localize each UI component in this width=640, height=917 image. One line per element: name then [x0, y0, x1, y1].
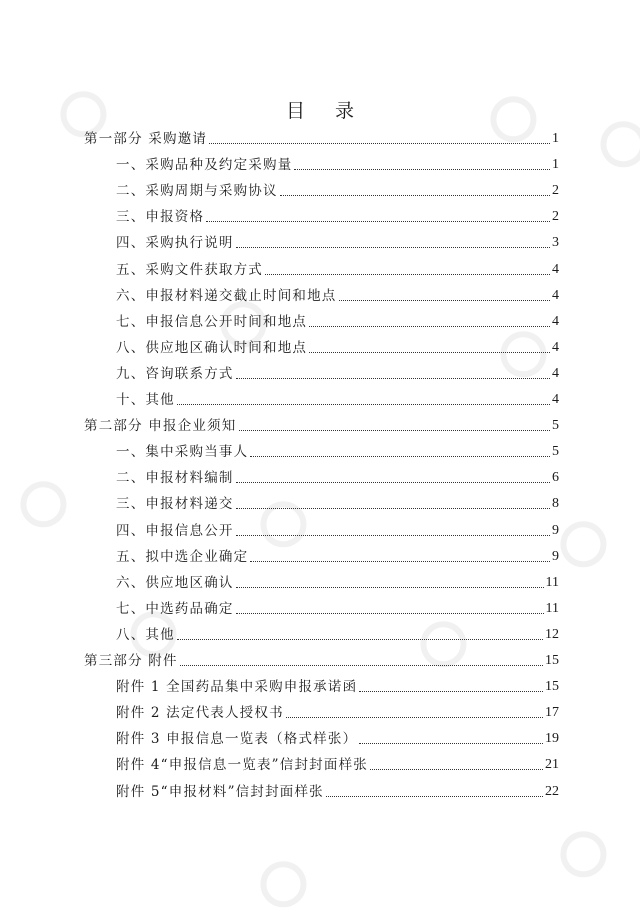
watermark-logo — [551, 509, 619, 576]
toc-entry[interactable] — [116, 285, 559, 305]
toc-page-number: 12 — [545, 626, 559, 642]
toc-entry-label: 五、采购文件获取方式 — [116, 261, 263, 278]
toc-entry-label: 第一部分 采购邀请 — [84, 131, 208, 147]
toc-entry[interactable] — [84, 650, 559, 670]
toc-entry-label: 第三部分 附件 — [84, 653, 178, 669]
toc-page-number: 15 — [545, 679, 559, 695]
toc-entry-label: 六、供应地区确认 — [116, 574, 234, 591]
toc-page-number: 11 — [545, 600, 559, 616]
toc-entry[interactable] — [116, 702, 559, 722]
toc-entry-label: 八、供应地区确认时间和地点 — [116, 339, 308, 356]
toc-entry[interactable] — [116, 180, 559, 200]
toc-page-number: 15 — [545, 653, 559, 668]
toc-page-number: 1 — [552, 157, 559, 173]
toc-page-number: 3 — [552, 235, 559, 251]
toc-entry-label: 一、采购品种及约定采购量 — [116, 157, 293, 174]
toc-dot-leader — [236, 378, 550, 379]
toc-entry[interactable] — [116, 728, 559, 748]
toc-entry-label: 第二部分 申报企业须知 — [84, 418, 237, 435]
toc-entry[interactable] — [116, 206, 559, 226]
toc-dot-leader — [339, 300, 551, 301]
toc-entry[interactable] — [116, 337, 559, 357]
toc-entry-label: 四、采购执行说明 — [116, 235, 234, 252]
watermark-logo — [551, 819, 619, 886]
toc-page-number: 19 — [545, 731, 559, 747]
toc-entry-label: 四、申报信息公开 — [116, 522, 234, 539]
toc-page-number: 21 — [545, 757, 559, 773]
toc-page-number: 4 — [552, 392, 559, 407]
toc-entry-label: 附件 5“申报材料”信封封面样张 — [116, 783, 324, 800]
toc-entry-label: 三、申报资格 — [116, 209, 205, 226]
toc-entry[interactable] — [116, 154, 559, 174]
toc-page-number: 9 — [552, 522, 559, 538]
toc-page-number: 6 — [552, 470, 559, 486]
toc-entry-label: 九、咨询联系方式 — [116, 365, 234, 382]
toc-dot-leader — [294, 169, 550, 170]
toc-dot-leader — [286, 717, 543, 718]
toc-entry[interactable] — [116, 441, 559, 461]
toc-dot-leader — [359, 691, 543, 692]
toc-entry-label: 二、申报材料编制 — [116, 470, 234, 487]
toc-dot-leader — [239, 430, 551, 431]
toc-dot-leader — [236, 482, 550, 483]
toc-entry[interactable] — [116, 676, 559, 696]
toc-dot-leader — [236, 535, 550, 536]
toc-entry-label: 附件 3 申报信息一览表（格式样张） — [116, 731, 358, 748]
toc-page-number: 2 — [552, 209, 559, 225]
toc-page-number: 11 — [545, 574, 559, 590]
toc-entry-label: 五、拟中选企业确定 — [116, 548, 249, 565]
toc-entry-label: 十、其他 — [116, 392, 175, 408]
toc-dot-leader — [177, 639, 543, 640]
toc-entry[interactable] — [116, 754, 559, 774]
toc-entry-label: 七、申报信息公开时间和地点 — [116, 313, 308, 330]
toc-entry[interactable] — [116, 572, 559, 592]
toc-page-number: 17 — [545, 705, 559, 721]
toc-dot-leader — [236, 247, 550, 248]
toc-entry[interactable] — [116, 598, 559, 618]
toc-entry-label: 附件 1 全国药品集中采购申报承诺函 — [116, 679, 358, 696]
toc-page-number: 4 — [552, 287, 559, 303]
toc-entry[interactable] — [84, 415, 559, 435]
toc-entry-label: 八、其他 — [116, 626, 175, 643]
toc-page-number: 4 — [552, 261, 559, 277]
toc-page-number: 2 — [552, 183, 559, 199]
toc-entry-label: 附件 4“申报信息一览表”信封封面样张 — [116, 757, 368, 774]
toc-entry-label: 六、申报材料递交截止时间和地点 — [116, 287, 337, 304]
toc-page-number: 4 — [552, 365, 559, 381]
toc-page-number: 22 — [545, 783, 559, 799]
toc-dot-leader — [180, 665, 543, 666]
toc-page-number: 4 — [552, 313, 559, 329]
toc-dot-leader — [250, 456, 550, 457]
toc-page-number: 5 — [552, 418, 559, 434]
toc-entry[interactable] — [84, 128, 559, 148]
watermark-logo — [251, 849, 319, 916]
toc-dot-leader — [206, 221, 550, 222]
toc-page-number: 5 — [552, 444, 559, 460]
toc-entry[interactable] — [116, 624, 559, 644]
toc-page-number: 8 — [552, 496, 559, 512]
toc-dot-leader — [265, 274, 550, 275]
toc-entry[interactable] — [116, 232, 559, 252]
page-title: 目 录 — [285, 100, 367, 122]
toc-entry[interactable] — [116, 259, 559, 279]
toc-entry[interactable] — [116, 363, 559, 383]
toc-entry-label: 附件 2 法定代表人授权书 — [116, 705, 284, 722]
toc-dot-leader — [326, 796, 543, 797]
toc-page-number: 9 — [552, 548, 559, 564]
toc-entry[interactable] — [116, 311, 559, 331]
toc-dot-leader — [309, 352, 550, 353]
toc-entry[interactable] — [116, 520, 559, 540]
toc-dot-leader — [280, 195, 550, 196]
toc-entry[interactable] — [116, 781, 559, 801]
toc-entry-label: 二、采购周期与采购协议 — [116, 183, 278, 200]
toc-dot-leader — [177, 404, 550, 405]
toc-dot-leader — [209, 143, 550, 144]
toc-dot-leader — [236, 613, 544, 614]
toc-dot-leader — [370, 769, 543, 770]
toc-dot-leader — [236, 508, 550, 509]
toc-entry-label: 三、申报材料递交 — [116, 496, 234, 513]
watermark-logo — [11, 469, 79, 536]
toc-dot-leader — [250, 561, 550, 562]
toc-dot-leader — [236, 587, 544, 588]
toc-entry[interactable] — [116, 389, 559, 409]
toc-dot-leader — [359, 743, 543, 744]
toc-entry-label: 七、中选药品确定 — [116, 600, 234, 617]
toc-page-number: 1 — [552, 131, 559, 146]
toc-page-number: 4 — [552, 339, 559, 355]
toc-entry[interactable] — [116, 546, 559, 566]
toc-entry[interactable] — [116, 467, 559, 487]
toc-dot-leader — [309, 326, 550, 327]
toc-entry-label: 一、集中采购当事人 — [116, 444, 249, 461]
toc-entry[interactable] — [116, 493, 559, 513]
